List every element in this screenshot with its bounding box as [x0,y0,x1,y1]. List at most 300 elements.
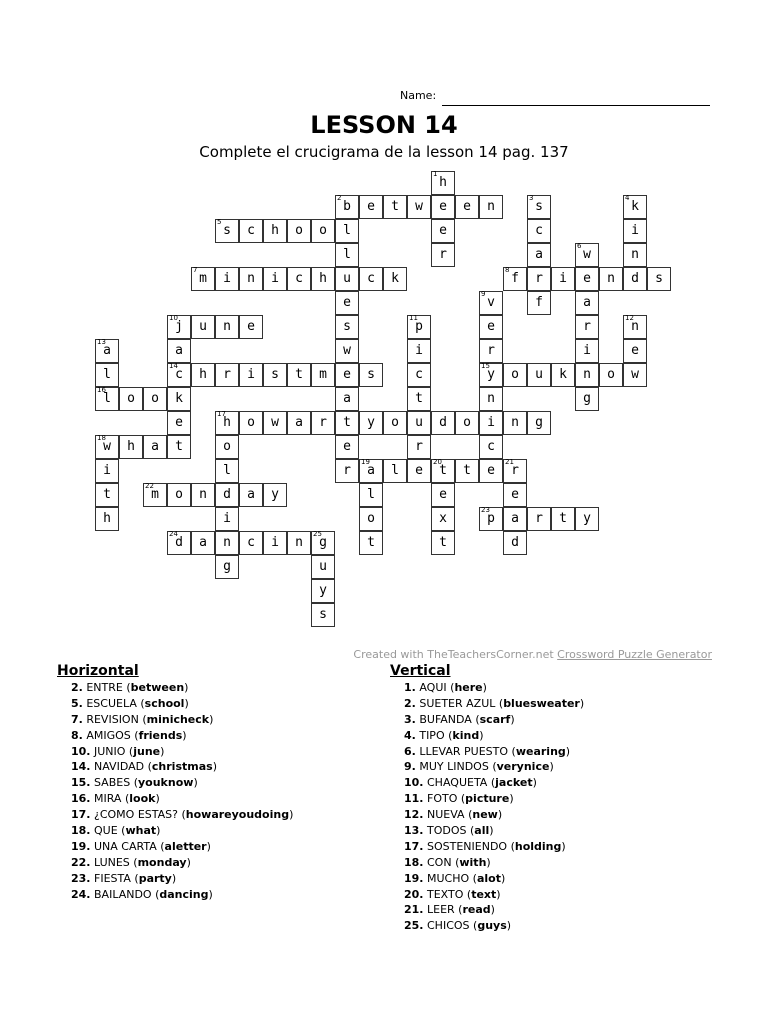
cell-letter: e [631,343,639,358]
grid-cell[interactable] [455,195,479,219]
grid-cell[interactable] [503,267,527,291]
clue-number: 5. [71,696,83,710]
cell-letter: v [487,295,495,310]
clue-text: UNA CARTA [94,839,157,853]
clue-item: 23. FIESTA (party) [71,871,177,885]
cell-letter: t [103,487,111,502]
credit-link[interactable]: Crossword Puzzle Generator [557,648,712,661]
grid-cell[interactable] [95,483,119,507]
clue-answer: scarf [479,712,511,726]
grid-cell[interactable] [527,363,551,387]
clue-number: 20. [404,887,424,901]
grid-cell[interactable] [623,243,647,267]
credit-text: Created with TheTeachersCorner.net [353,648,554,661]
grid-cell[interactable] [287,219,311,243]
cell-number: 12 [625,314,634,322]
cell-letter: n [631,319,639,334]
grid-cell[interactable] [215,555,239,579]
grid-cell[interactable] [191,315,215,339]
cell-letter: a [343,391,351,406]
grid-cell[interactable] [407,315,431,339]
grid-cell[interactable] [575,387,599,411]
grid-cell[interactable] [335,219,359,243]
horizontal-clues [57,663,293,903]
cell-letter: o [247,415,255,430]
grid-cell[interactable] [503,507,527,531]
grid-cell[interactable] [311,363,335,387]
clue-answer: with [459,855,487,869]
cell-letter: e [439,487,447,502]
grid-cell[interactable] [95,363,119,387]
grid-cell[interactable] [95,387,119,411]
grid-cell[interactable] [503,459,527,483]
cell-letter: s [535,199,543,214]
grid-cell[interactable] [239,315,263,339]
clue-text: JUNIO [94,744,126,758]
clue-text: TEXTO [427,887,464,901]
clue-answer: text [471,887,497,901]
clue-answer: jacket [495,776,533,790]
grid-cell[interactable] [575,315,599,339]
cell-letter: a [535,247,543,262]
clue-answer: holding [514,839,562,853]
cell-letter: d [439,415,447,430]
grid-cell[interactable] [479,387,503,411]
clue-text: AMIGOS [86,728,131,742]
cell-letter: r [319,415,327,430]
grid-cell[interactable] [335,459,359,483]
grid-cell[interactable] [407,435,431,459]
clue-text: AQUI [419,681,447,694]
cell-letter: e [343,367,351,382]
grid-cell[interactable] [527,507,551,531]
cell-letter: x [439,511,447,526]
grid-cell[interactable] [623,267,647,291]
grid-cell[interactable] [335,411,359,435]
grid-cell[interactable] [527,291,551,315]
cell-letter: o [223,439,231,454]
clue-item: 16. MIRA (look) [71,792,160,806]
clue-number: 18. [404,855,424,869]
grid-cell[interactable] [335,339,359,363]
cell-letter: l [103,367,111,382]
grid-cell[interactable] [407,387,431,411]
cell-letter: o [127,391,135,406]
cell-letter: n [487,199,495,214]
clue-text: FIESTA [94,871,131,885]
grid-cell[interactable] [287,363,311,387]
cell-letter: u [535,367,543,382]
clue-item: 15. SABES (youknow) [71,776,198,790]
cell-letter: y [319,583,327,598]
cell-letter: s [319,607,327,622]
grid-cell[interactable] [359,363,383,387]
grid-cell[interactable] [143,435,167,459]
cell-letter: t [343,415,351,430]
clue-text: NAVIDAD [94,760,145,774]
cell-letter: e [343,439,351,454]
grid-cell[interactable] [215,435,239,459]
grid-cell[interactable] [431,483,455,507]
grid-cell[interactable] [431,411,455,435]
cell-letter: l [343,223,351,238]
cell-letter: p [487,511,495,526]
clue-item: 2. ENTRE (between) [71,681,189,694]
clue-item: 5. ESCUELA (school) [71,696,189,710]
clue-item: 12. NUEVA (new) [404,808,503,822]
grid-cell[interactable] [215,483,239,507]
grid-cell[interactable] [95,459,119,483]
cell-letter: e [439,199,447,214]
grid-cell[interactable] [431,507,455,531]
grid-cell[interactable] [311,603,335,627]
cell-letter: n [583,367,591,382]
clue-answer: dancing [159,887,209,901]
grid-cell[interactable] [167,387,191,411]
clue-number: 17. [71,808,91,822]
grid-cell[interactable] [479,459,503,483]
grid-cell[interactable] [335,267,359,291]
clue-item: 17. SOSTENIENDO (holding) [404,839,566,853]
grid-cell[interactable] [479,435,503,459]
grid-cell[interactable] [551,363,575,387]
grid-cell[interactable] [335,363,359,387]
grid-cell[interactable] [191,531,215,555]
grid-cell[interactable] [599,267,623,291]
grid-cell[interactable] [551,267,575,291]
grid-cell[interactable] [263,411,287,435]
cell-letter: u [415,415,423,430]
grid-cell[interactable] [95,339,119,363]
clue-answer: monday [137,855,187,869]
page-title: LESSON 14 [310,111,458,139]
clue-item: 18. QUE (what) [71,824,161,838]
grid-cell[interactable] [623,315,647,339]
grid-cell[interactable] [239,411,263,435]
grid-cell[interactable] [311,219,335,243]
cell-letter: n [487,391,495,406]
clue-answer: youknow [138,776,194,790]
cell-letter: s [271,367,279,382]
clue-text: CON [427,855,452,869]
clue-item: 22. LUNES (monday) [71,855,191,869]
grid-cell[interactable] [335,387,359,411]
clue-text: SOSTENIENDO [427,839,508,853]
clue-answer: school [144,696,185,710]
cell-letter: r [535,511,543,526]
grid-cell[interactable] [215,219,239,243]
grid-cell[interactable] [431,171,455,195]
grid-cell[interactable] [575,267,599,291]
grid-cell[interactable] [431,243,455,267]
grid-cell[interactable] [311,267,335,291]
grid-cell[interactable] [599,363,623,387]
cell-letter: f [535,295,543,310]
clue-item: 19. UNA CARTA (aletter) [71,839,211,853]
grid-cell[interactable] [407,459,431,483]
grid-cell[interactable] [575,363,599,387]
cell-letter: k [391,271,399,286]
cell-letter: r [487,343,495,358]
grid-cell[interactable] [119,435,143,459]
grid-cell[interactable] [527,267,551,291]
cell-letter: l [367,487,375,502]
cell-letter: o [463,415,471,430]
grid-cell[interactable] [431,459,455,483]
grid-cell[interactable] [479,411,503,435]
cell-letter: e [415,463,423,478]
grid-cell[interactable] [479,291,503,315]
clue-item: 17. ¿COMO ESTAS? (howareyoudoing) [71,808,294,822]
grid-cell[interactable] [359,507,383,531]
clue-answer: new [472,808,498,822]
grid-cell[interactable] [407,195,431,219]
cell-letter: o [607,367,615,382]
cell-letter: m [151,487,159,502]
grid-cell[interactable] [215,459,239,483]
cell-letter: k [631,199,639,214]
grid-cell[interactable] [143,483,167,507]
grid-cell[interactable] [167,435,191,459]
clue-item: 6. LLEVAR PUESTO (wearing) [404,744,571,758]
grid-cell[interactable] [215,363,239,387]
cell-number: 3 [529,194,534,202]
grid-cell[interactable] [503,411,527,435]
grid-cell[interactable] [383,195,407,219]
grid-cell[interactable] [479,507,503,531]
clue-text: TIPO [419,728,445,742]
clue-answer: verynice [496,760,550,774]
grid-cell[interactable] [167,363,191,387]
grid-cell[interactable] [287,411,311,435]
grid-cell[interactable] [383,267,407,291]
cell-letter: t [391,199,399,214]
clue-number: 16. [71,792,91,806]
cell-letter: i [631,223,639,238]
grid-cell[interactable] [287,531,311,555]
grid-cell[interactable] [263,483,287,507]
clue-number: 2. [404,696,416,710]
grid-cell[interactable] [239,219,263,243]
grid-cell[interactable] [335,435,359,459]
cell-letter: r [415,439,423,454]
cell-letter: n [199,487,207,502]
cell-letter: r [343,463,351,478]
grid-cell[interactable] [167,339,191,363]
cell-letter: l [223,463,231,478]
grid-cell[interactable] [575,243,599,267]
cell-letter: e [583,271,591,286]
grid-cell[interactable] [167,483,191,507]
cell-letter: a [247,487,255,502]
grid-cell[interactable] [335,243,359,267]
grid-cell[interactable] [191,363,215,387]
clue-number: 18. [71,824,91,838]
grid-cell[interactable] [551,507,575,531]
clue-text: REVISION [86,712,139,726]
cell-letter: h [127,439,135,454]
grid-cell[interactable] [623,339,647,363]
grid-cell[interactable] [647,267,671,291]
grid-cell[interactable] [527,411,551,435]
grid-cell[interactable] [479,315,503,339]
grid-cell[interactable] [527,219,551,243]
grid-cell[interactable] [191,483,215,507]
grid-cell[interactable] [623,219,647,243]
clue-answer: christmas [151,760,213,774]
grid-cell[interactable] [479,339,503,363]
grid-cell[interactable] [311,411,335,435]
grid-cell[interactable] [335,315,359,339]
grid-cell[interactable] [215,531,239,555]
cell-number: 10 [169,314,178,322]
grid-cell[interactable] [311,555,335,579]
grid-cell[interactable] [359,459,383,483]
clue-item: 19. MUCHO (alot) [404,871,506,885]
clue-text: TODOS [427,824,467,838]
grid-cell[interactable] [407,339,431,363]
cell-letter: a [295,415,303,430]
clue-answer: guys [477,919,507,933]
grid-cell[interactable] [503,483,527,507]
grid-cell[interactable] [407,411,431,435]
cell-letter: r [583,319,591,334]
grid-cell[interactable] [215,267,239,291]
clue-answer: alot [476,871,501,885]
grid-cell[interactable] [143,387,167,411]
grid-cell[interactable] [359,195,383,219]
cell-letter: o [175,487,183,502]
grid-cell[interactable] [623,363,647,387]
grid-cell[interactable] [215,411,239,435]
clue-answer: look [129,792,156,806]
grid-cell[interactable] [431,195,455,219]
clue-text: LEER [427,903,455,917]
cell-letter: s [223,223,231,238]
cell-letter: i [271,535,279,550]
grid-cell[interactable] [215,507,239,531]
grid-cell[interactable] [263,267,287,291]
cell-letter: r [223,367,231,382]
grid-cell[interactable] [263,363,287,387]
grid-cell[interactable] [359,411,383,435]
grid-cell[interactable] [575,507,599,531]
grid-cell[interactable] [479,363,503,387]
grid-cell[interactable] [527,195,551,219]
grid-cell[interactable] [239,267,263,291]
cell-letter: y [583,511,591,526]
grid-cell[interactable] [239,363,263,387]
grid-cell[interactable] [167,531,191,555]
cell-letter: c [487,439,495,454]
clue-text: MUCHO [427,871,470,885]
page-subtitle: Complete el crucigrama de la lesson 14 pag. 137 [199,143,569,161]
grid-cell[interactable] [455,411,479,435]
grid-cell[interactable] [431,531,455,555]
grid-cell[interactable] [263,219,287,243]
grid-cell[interactable] [359,531,383,555]
clue-answer: all [474,824,490,838]
grid-cell[interactable] [359,267,383,291]
grid-cell[interactable] [287,267,311,291]
grid-cell[interactable] [167,315,191,339]
grid-cell[interactable] [431,219,455,243]
clue-item: 8. AMIGOS (friends) [71,728,187,742]
cell-letter: l [343,247,351,262]
grid-cell[interactable] [95,507,119,531]
clue-number: 19. [404,871,424,885]
grid-cell[interactable] [527,243,551,267]
cell-letter: i [559,271,567,286]
cell-number: 4 [625,194,630,202]
grid-cell[interactable] [383,411,407,435]
clue-item: 11. FOTO (picture) [404,792,514,806]
grid-cell[interactable] [335,291,359,315]
grid-cell[interactable] [263,531,287,555]
grid-cell[interactable] [239,531,263,555]
clue-number: 15. [71,776,91,790]
name-label: Name: [400,89,437,102]
grid-cell[interactable] [335,195,359,219]
grid-cell[interactable] [215,315,239,339]
clue-number: 11. [404,792,424,806]
clue-text: FOTO [427,792,458,806]
grid-cell[interactable] [239,483,263,507]
grid-cell[interactable] [191,267,215,291]
cell-letter: s [655,271,663,286]
clue-item: 9. MUY LINDOS (verynice) [404,760,554,774]
clue-answer: bluesweater [503,696,580,710]
grid-cell[interactable] [167,411,191,435]
cell-letter: n [607,271,615,286]
cell-letter: w [415,199,423,214]
clue-item: 10. CHAQUETA (jacket) [404,776,537,790]
clue-answer: friends [138,728,183,742]
clue-item: 1. AQUI (here) [404,681,487,694]
clue-item: 4. TIPO (kind) [404,728,484,742]
cell-letter: s [343,319,351,334]
grid-cell[interactable] [119,387,143,411]
cell-letter: s [367,367,375,382]
clue-item: 13. TODOS (all) [404,824,494,838]
cell-letter: n [295,535,303,550]
grid-cell[interactable] [383,459,407,483]
clue-text: ESCUELA [86,696,137,710]
horizontal-heading: Horizontal [57,663,139,679]
grid-cell[interactable] [311,531,335,555]
grid-cell[interactable] [575,339,599,363]
cell-letter: a [151,439,159,454]
grid-cell[interactable] [311,579,335,603]
grid-cell[interactable] [479,195,503,219]
cell-letter: l [391,463,399,478]
cell-letter: g [583,391,591,406]
grid-cell[interactable] [95,435,119,459]
cell-number: 22 [145,482,154,490]
cell-letter: r [535,271,543,286]
vertical-clues [390,663,584,935]
grid-cell[interactable] [623,195,647,219]
grid-cell[interactable] [575,291,599,315]
cell-letter: w [271,415,279,430]
grid-cell[interactable] [503,363,527,387]
clue-item: 7. REVISION (minicheck) [71,712,214,726]
grid-cell[interactable] [455,459,479,483]
clue-number: 6. [404,744,416,758]
grid-cell[interactable] [359,483,383,507]
grid-cell[interactable] [503,531,527,555]
grid-cell[interactable] [407,363,431,387]
